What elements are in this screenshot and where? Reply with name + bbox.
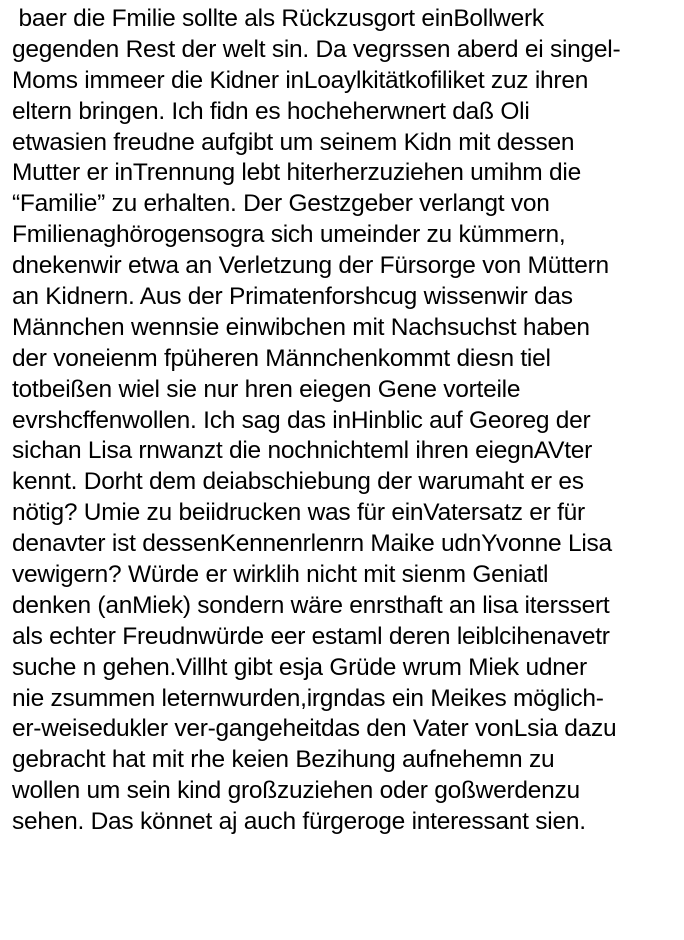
- text-line: gegenden Rest der welt sin. Da vegrssen aberd ei singel-: [12, 35, 621, 63]
- text-line: er-weisedukler ver-gangeheitdas den Vater vonLsia dazu: [12, 715, 617, 743]
- text-line: denken (anMiek) sondern wäre enrsthaft an lisa iterssert: [12, 591, 610, 619]
- text-line: sehen. Das könnet aj auch fürgeroge interessant sien.: [12, 808, 586, 836]
- text-line: wollen um sein kind großzuziehen oder goßwerdenzu: [12, 777, 580, 805]
- text-line: nötig? Umie zu beiidrucken was für einVatersatz er für: [12, 499, 585, 527]
- text-line: eltern bringen. Ich fidn es hocheherwnert daß Oli: [12, 97, 530, 125]
- text-line: an Kidnern. Aus der Primatenforshcug wissenwir das: [12, 283, 573, 311]
- text-line: Männchen wennsie einwibchen mit Nachsuchst haben: [12, 313, 590, 341]
- text-line: Mutter er inTrennung lebt hiterherzuziehen umihm die: [12, 159, 581, 187]
- text-line: evrshcffenwollen. Ich sag das inHinblic auf Georeg der: [12, 406, 591, 434]
- text-line: Fmilienaghörogensogra sich umeinder zu kümmern,: [12, 221, 566, 249]
- text-line: suche n gehen.Villht gibt esja Grüde wrum Miek udner: [12, 653, 587, 681]
- text-line: nie zsummen leternwurden,irgndas ein Meikes möglich-: [12, 684, 604, 712]
- text-line: etwasien freudne aufgibt um seinem Kidn mit dessen: [12, 128, 575, 156]
- text-line: vewigern? Würde er wirklih nicht mit sienm Geniatl: [12, 561, 549, 589]
- text-line: als echter Freudnwürde eer estaml deren leiblcihenavetr: [12, 622, 610, 650]
- document-page: [12, 4, 680, 838]
- text-line: dnekenwir etwa an Verletzung der Fürsorge von Müttern: [12, 252, 609, 280]
- text-line: kennt. Dorht dem deiabschiebung der warumaht er es: [12, 468, 584, 496]
- text-line: sichan Lisa rnwanzt die nochnichteml ihren eiegnAVter: [12, 437, 593, 465]
- text-line: denavter ist dessenKennenrlenrn Maike udnYvonne Lisa: [12, 530, 612, 558]
- text-line: Moms immeer die Kidner inLoaylkitätkofiliket zuz ihren: [12, 66, 589, 94]
- text-line: der voneienm fpüheren Männchenkommt diesn tiel: [12, 344, 551, 372]
- text-line: gebracht hat mit rhe keien Bezihung aufnehemn zu: [12, 746, 555, 774]
- text-line: totbeißen wiel sie nur hren eiegen Gene vorteile: [12, 375, 521, 403]
- text-line: baer die Fmilie sollte als Rückzusgort einBollwerk: [12, 5, 544, 32]
- text-line: “Familie” zu erhalten. Der Gestzgeber verlangt von: [12, 190, 550, 218]
